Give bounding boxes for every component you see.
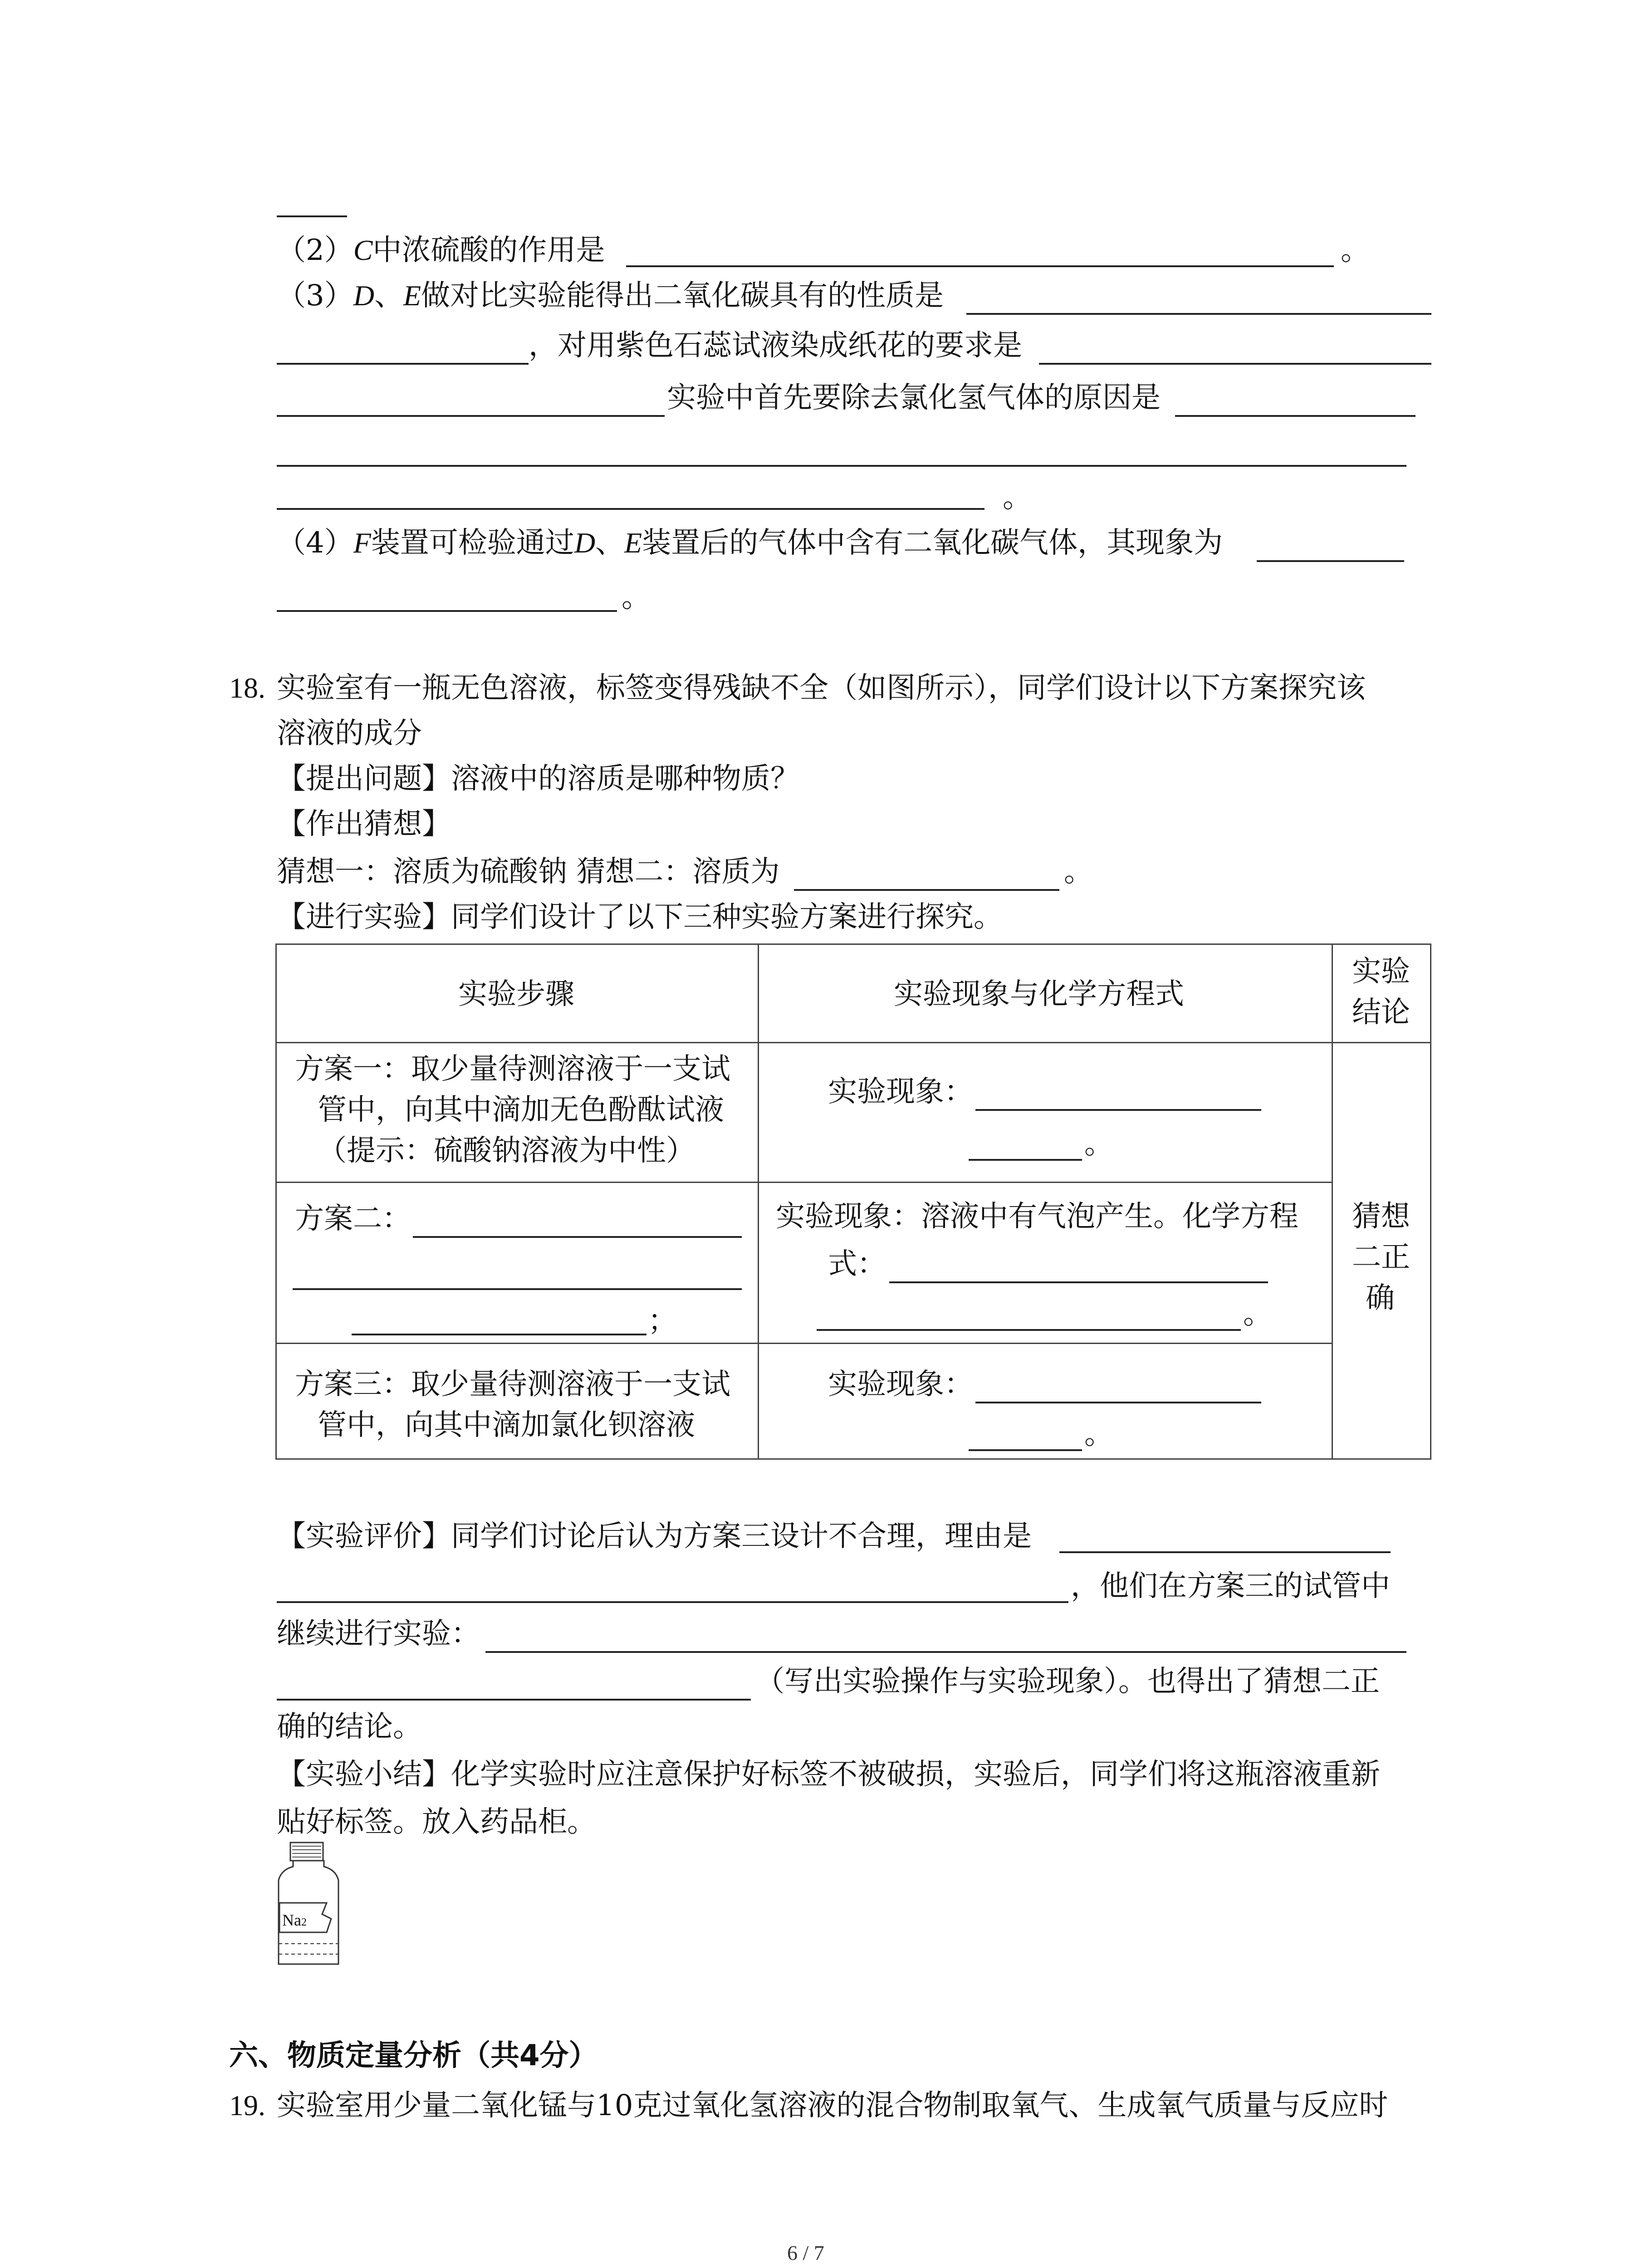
answer-blank[interactable] [277,215,347,217]
bottle-label-subscript: 2 [301,1916,307,1928]
q18-experiment-heading: 【进行实验】同学们设计了以下三种实验方案进行探究。 [277,900,1003,934]
answer-blank[interactable] [352,1334,647,1335]
q18-summary: 【实验小结】化学实验时应注意保护好标签不被破损，实验后，同学们将这瓶溶液重新 [277,1758,1380,1791]
period: 。 [1243,1297,1272,1331]
q18-summary: 贴好标签。放入药品柜。 [277,1805,596,1839]
q18-guess-heading: 【作出猜想】 [277,807,451,841]
q18-intro-line1: 实验室有一瓶无色溶液，标签变得残缺不全（如图所示），同学们设计以下方案探究该 [277,671,1366,705]
answer-blank[interactable] [1175,415,1416,417]
answer-blank[interactable] [485,1651,1406,1653]
answer-blank[interactable] [889,1281,1268,1283]
answer-blank[interactable] [794,889,1059,891]
plan1-phenomenon: 实验现象： [828,1075,973,1109]
plan1-steps: （提示：硫酸钠溶液为中性） [318,1134,695,1168]
header-conclusion: 实验 [1352,955,1410,988]
answer-blank[interactable] [277,363,529,365]
question-number: 18. [229,672,265,704]
plan1-steps: 方案一：取少量待测溶液于一支试 [295,1052,730,1086]
answer-blank[interactable] [817,1329,1241,1331]
q18-evaluation: ，他们在方案三的试管中 [1071,1569,1390,1603]
period: 。 [1084,1418,1113,1451]
bottle-label-text [282,1912,307,1928]
header-conclusion: 结论 [1352,996,1410,1029]
q18-evaluation: 【实验评价】同学们讨论后认为方案三设计不合理，理由是 [277,1520,1032,1553]
table-border [758,943,759,1460]
q18-evaluation: 继续进行实验： [277,1617,480,1651]
answer-blank[interactable] [277,415,665,417]
q17-item3-line3: 实验中首先要除去氯化氢气体的原因是 [667,381,1161,415]
separator: 、 [374,279,403,313]
conclusion: 二正 [1352,1241,1410,1274]
answer-blank[interactable] [293,1288,742,1290]
period: 。 [1003,481,1032,514]
item-prefix: （2） [277,234,353,267]
q19-text: 实验室用少量二氧化锰与10克过氧化氢溶液的混合物制取氧气、生成氧气质量与反应时 [277,2089,1388,2122]
page-number: 6 / 7 [787,2241,824,2264]
table-border [275,1182,1332,1183]
answer-blank[interactable] [1039,363,1431,365]
period: 。 [1064,855,1093,889]
plan2-phenomenon: 实验现象：溶液中有气泡产生。化学方程 [776,1200,1298,1233]
table-border [275,1343,1332,1344]
apparatus-letter: E [403,279,421,312]
table-border [275,943,277,1460]
answer-blank[interactable] [413,1236,742,1238]
table-border [1332,943,1333,1460]
bottle-icon [272,1842,345,1969]
item-text: 做对比实验能得出二氧化碳具有的性质是 [421,279,944,313]
table-border [275,1458,1431,1460]
item-text: 装置后的气体中含有二氧化碳气体，其现象为 [642,526,1223,560]
table-border [275,1042,1431,1043]
header-steps: 实验步骤 [458,978,574,1011]
answer-blank[interactable] [969,1449,1082,1451]
conclusion: 猜想 [1352,1200,1410,1233]
apparatus-letter: F [353,527,371,559]
answer-blank[interactable] [277,1699,751,1701]
plan2-phenomenon: 式： [828,1247,886,1281]
answer-blank[interactable] [277,610,617,612]
answer-blank[interactable] [966,313,1431,315]
table-border [275,943,1431,945]
section-title: 六、物质定量分析（共4分） [229,2039,598,2072]
separator: 、 [595,526,625,560]
plan1-steps: 管中，向其中滴加无色酚酞试液 [318,1093,724,1127]
answer-blank[interactable] [975,1402,1261,1403]
q18-evaluation: （写出实验操作与实验现象）。也得出了猜想二正 [755,1665,1380,1698]
q18-guess-line: 猜想一：溶质为硫酸钠 猜想二：溶质为 [277,855,780,889]
apparatus-letter: D [574,527,596,559]
answer-blank[interactable] [969,1159,1082,1161]
apparatus-letter: E [624,527,642,559]
bottle-label: Na [282,1911,301,1929]
semicolon: ； [648,1304,677,1338]
item-prefix: （3） [277,279,353,313]
answer-blank[interactable] [1059,1551,1391,1553]
item-text: 装置可检验通过 [371,526,574,560]
plan3-steps: 管中，向其中滴加氯化钡溶液 [318,1408,695,1442]
q18-intro-line2: 溶液的成分 [277,717,422,750]
q18-question: 【提出问题】溶液中的溶质是哪种物质？ [277,762,799,796]
q17-item3 [277,279,944,313]
q18-evaluation: 确的结论。 [277,1710,422,1744]
period: 。 [1341,234,1370,267]
apparatus-letter: D [353,279,374,312]
period: 。 [1084,1127,1113,1161]
apparatus-letter: C [353,234,373,266]
header-phenomena: 实验现象与化学方程式 [894,978,1184,1011]
q17-item3-line2: ，对用紫色石蕊试液染成纸花的要求是 [529,329,1022,362]
item-text: 中浓硫酸的作用是 [372,234,605,267]
plan3-steps: 方案三：取少量待测溶液于一支试 [295,1368,730,1401]
plan3-phenomenon: 实验现象： [828,1368,973,1401]
answer-blank[interactable] [277,1601,1068,1603]
answer-blank[interactable] [1257,560,1404,562]
answer-blank[interactable] [626,265,1334,267]
conclusion: 确 [1366,1281,1395,1315]
item-prefix: （4） [277,526,353,560]
q17-item2 [277,236,605,265]
question-number: 19. [229,2089,265,2121]
q17-item4 [277,526,1223,560]
table-border [1430,943,1431,1460]
reagent-bottle-image [272,1842,345,1969]
answer-blank[interactable] [277,465,1406,467]
period: 。 [622,581,651,614]
answer-blank[interactable] [975,1109,1261,1111]
plan2-label: 方案二： [295,1202,411,1236]
answer-blank[interactable] [277,508,985,510]
